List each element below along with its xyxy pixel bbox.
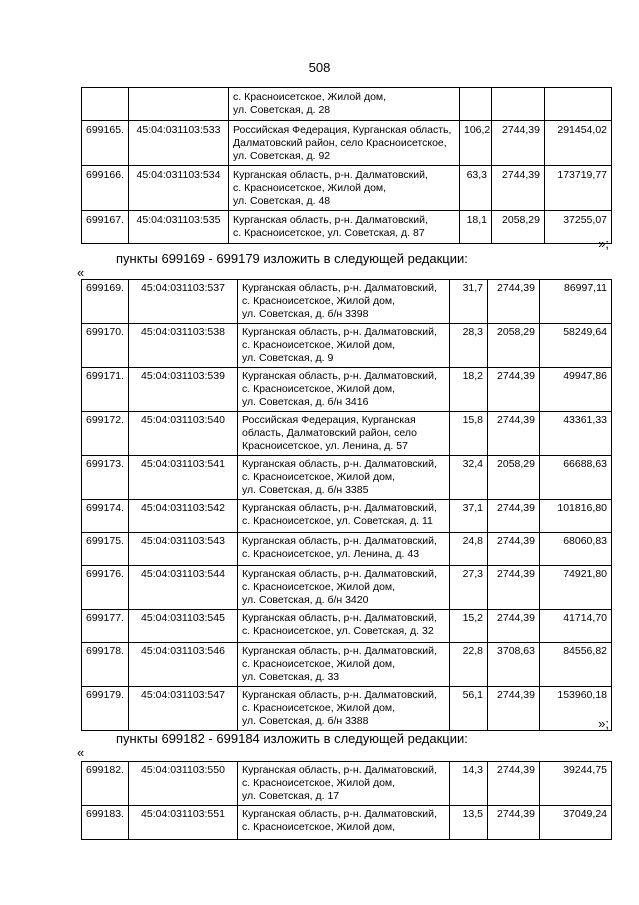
table-row bbox=[82, 610, 612, 643]
cadastral-value: 41714,70 bbox=[540, 610, 612, 643]
area-value: 13,5 bbox=[450, 806, 488, 840]
cadastral-value: 66688,63 bbox=[540, 456, 612, 500]
row-number bbox=[82, 88, 129, 121]
cadastral-value: 37049,24 bbox=[540, 806, 612, 840]
opening-quote-2: « bbox=[77, 745, 85, 760]
page-number: 508 bbox=[308, 60, 331, 75]
table-row bbox=[82, 687, 612, 731]
row-number: 699166. bbox=[82, 166, 129, 211]
address: Курганская область, р-н. Далматовский, с. Красноисетское, ул. Ленина, д. 43 bbox=[238, 533, 450, 566]
area-value bbox=[460, 88, 492, 121]
row-number: 699165. bbox=[82, 121, 129, 166]
cadastral-number: 45:04:031103:543 bbox=[129, 533, 238, 566]
cadastral-value: 84556,82 bbox=[540, 643, 612, 687]
area-value: 24,8 bbox=[450, 533, 488, 566]
cadastral-number: 45:04:031103:538 bbox=[129, 324, 238, 368]
area-value: 31,7 bbox=[450, 280, 488, 324]
address: Курганская область, р-н. Далматовский, с. Красноисетское, ул. Советская, д. 32 bbox=[238, 610, 450, 643]
address: Курганская область, р-н. Далматовский, с. Красноисетское, ул. Советская, д. 11 bbox=[238, 500, 450, 533]
cadastral-value: 74921,80 bbox=[540, 566, 612, 610]
rate-value: 3708,63 bbox=[488, 643, 540, 687]
cadastral-value: 153960,18 bbox=[540, 687, 612, 731]
address: Курганская область, р-н. Далматовский, с. Красноисетское, Жилой дом, ул. Советская, д. б/н 3420 bbox=[238, 566, 450, 610]
cadastral-number: 45:04:031103:551 bbox=[129, 806, 238, 840]
area-value: 28,3 bbox=[450, 324, 488, 368]
table-row bbox=[82, 500, 612, 533]
cadastral-number: 45:04:031103:547 bbox=[129, 687, 238, 731]
cadastral-number: 45:04:031103:544 bbox=[129, 566, 238, 610]
rate-value: 2744,39 bbox=[488, 762, 540, 806]
table-row bbox=[82, 88, 612, 121]
address: Российская Федерация, Курганская область, Далматовский район, село Красноисетское, ул. Ленина, д. 57 bbox=[238, 412, 450, 456]
cadastral-value: 173719,77 bbox=[545, 166, 612, 211]
table-row bbox=[82, 211, 612, 244]
row-number: 699173. bbox=[82, 456, 129, 500]
area-value: 18,1 bbox=[460, 211, 492, 244]
table-row bbox=[82, 533, 612, 566]
rate-value: 2744,39 bbox=[488, 806, 540, 840]
row-number: 699169. bbox=[82, 280, 129, 324]
area-value: 22,8 bbox=[450, 643, 488, 687]
address: Курганская область, р-н. Далматовский, с. Красноисетское, Жилой дом, ул. Советская, д. б/н 3385 bbox=[238, 456, 450, 500]
rate-value: 2744,39 bbox=[492, 121, 545, 166]
address: Курганская область, р-н. Далматовский, с. Красноисетское, Жилой дом, ул. Советская, д. б/н 3416 bbox=[238, 368, 450, 412]
row-number: 699183. bbox=[82, 806, 129, 840]
opening-quote-1: « bbox=[77, 265, 85, 280]
rate-value: 2744,39 bbox=[488, 566, 540, 610]
cadastral-number: 45:04:031103:542 bbox=[129, 500, 238, 533]
table-row bbox=[82, 121, 612, 166]
area-value: 27,3 bbox=[450, 566, 488, 610]
cadastral-number: 45:04:031103:534 bbox=[129, 166, 229, 211]
address: Курганская область, р-н. Далматовский, с. Красноисетское, Жилой дом, ул. Советская, д. 48 bbox=[229, 166, 460, 211]
cadastral-value bbox=[545, 88, 612, 121]
address: Курганская область, р-н. Далматовский, с. Красноисетское, Жилой дом, ул. Советская, д. 9 bbox=[238, 324, 450, 368]
rate-value: 2744,39 bbox=[488, 500, 540, 533]
rate-value: 2744,39 bbox=[488, 368, 540, 412]
cadastral-value: 68060,83 bbox=[540, 533, 612, 566]
rate-value: 2058,29 bbox=[488, 324, 540, 368]
row-number: 699176. bbox=[82, 566, 129, 610]
table-row bbox=[82, 368, 612, 412]
cadastral-number: 45:04:031103:533 bbox=[129, 121, 229, 166]
property-table-bottom bbox=[81, 761, 612, 840]
rate-value: 2058,29 bbox=[492, 211, 545, 244]
area-value: 106,2 bbox=[460, 121, 492, 166]
address: Курганская область, р-н. Далматовский, с. Красноисетское, Жилой дом, bbox=[238, 806, 450, 840]
rate-value bbox=[492, 88, 545, 121]
instruction-2: пункты 699182 - 699184 изложить в следующей редакции: bbox=[116, 731, 468, 746]
row-number: 699179. bbox=[82, 687, 129, 731]
cadastral-number: 45:04:031103:541 bbox=[129, 456, 238, 500]
rate-value: 2744,39 bbox=[488, 280, 540, 324]
cadastral-number: 45:04:031103:539 bbox=[129, 368, 238, 412]
table-row bbox=[82, 566, 612, 610]
row-number: 699172. bbox=[82, 412, 129, 456]
table-row bbox=[82, 456, 612, 500]
row-number: 699178. bbox=[82, 643, 129, 687]
rate-value: 2744,39 bbox=[488, 533, 540, 566]
table-row bbox=[82, 412, 612, 456]
row-number: 699177. bbox=[82, 610, 129, 643]
cadastral-number: 45:04:031103:540 bbox=[129, 412, 238, 456]
row-number: 699167. bbox=[82, 211, 129, 244]
table-row bbox=[82, 762, 612, 806]
rate-value: 2058,29 bbox=[488, 456, 540, 500]
row-number: 699171. bbox=[82, 368, 129, 412]
row-number: 699182. bbox=[82, 762, 129, 806]
cadastral-number bbox=[129, 88, 229, 121]
instruction-1: пункты 699169 - 699179 изложить в следующей редакции: bbox=[116, 251, 468, 266]
row-number: 699170. bbox=[82, 324, 129, 368]
address: Курганская область, р-н. Далматовский, с. Красноисетское, Жилой дом, ул. Советская, д. 33 bbox=[238, 643, 450, 687]
area-value: 37,1 bbox=[450, 500, 488, 533]
area-value: 18,2 bbox=[450, 368, 488, 412]
address: Российская Федерация, Курганская область, Далматовский район, село Красноисетское, ул. Советская, д. 92 bbox=[229, 121, 460, 166]
address: Курганская область, р-н. Далматовский, с. Красноисетское, ул. Советская, д. 87 bbox=[229, 211, 460, 244]
cadastral-value: 291454,02 bbox=[545, 121, 612, 166]
row-number: 699174. bbox=[82, 500, 129, 533]
rate-value: 2744,39 bbox=[488, 687, 540, 731]
rate-value: 2744,39 bbox=[488, 610, 540, 643]
property-table-middle bbox=[81, 279, 612, 731]
area-value: 15,8 bbox=[450, 412, 488, 456]
cadastral-value: 58249,64 bbox=[540, 324, 612, 368]
address: с. Красноисетское, Жилой дом, ул. Советская, д. 28 bbox=[229, 88, 460, 121]
table-row bbox=[82, 166, 612, 211]
property-table-top bbox=[81, 87, 612, 244]
area-value: 15,2 bbox=[450, 610, 488, 643]
cadastral-value: 86997,11 bbox=[540, 280, 612, 324]
area-value: 32,4 bbox=[450, 456, 488, 500]
cadastral-number: 45:04:031103:545 bbox=[129, 610, 238, 643]
closing-quote-1: »; bbox=[598, 236, 609, 251]
table-row bbox=[82, 643, 612, 687]
cadastral-value: 43361,33 bbox=[540, 412, 612, 456]
address: Курганская область, р-н. Далматовский, с. Красноисетское, Жилой дом, ул. Советская, д. б/н 3398 bbox=[238, 280, 450, 324]
cadastral-number: 45:04:031103:546 bbox=[129, 643, 238, 687]
table-row bbox=[82, 806, 612, 840]
address: Курганская область, р-н. Далматовский, с. Красноисетское, Жилой дом, ул. Советская, д. б/н 3388 bbox=[238, 687, 450, 731]
area-value: 14,3 bbox=[450, 762, 488, 806]
table-row bbox=[82, 280, 612, 324]
address: Курганская область, р-н. Далматовский, с. Красноисетское, Жилой дом, ул. Советская, д. 17 bbox=[238, 762, 450, 806]
cadastral-number: 45:04:031103:535 bbox=[129, 211, 229, 244]
area-value: 63,3 bbox=[460, 166, 492, 211]
cadastral-number: 45:04:031103:550 bbox=[129, 762, 238, 806]
cadastral-value: 39244,75 bbox=[540, 762, 612, 806]
closing-quote-2: »; bbox=[598, 716, 609, 731]
cadastral-value: 101816,80 bbox=[540, 500, 612, 533]
table-row bbox=[82, 324, 612, 368]
row-number: 699175. bbox=[82, 533, 129, 566]
cadastral-value: 37255,07 bbox=[545, 211, 612, 244]
cadastral-value: 49947,86 bbox=[540, 368, 612, 412]
rate-value: 2744,39 bbox=[492, 166, 545, 211]
rate-value: 2744,39 bbox=[488, 412, 540, 456]
cadastral-number: 45:04:031103:537 bbox=[129, 280, 238, 324]
area-value: 56,1 bbox=[450, 687, 488, 731]
